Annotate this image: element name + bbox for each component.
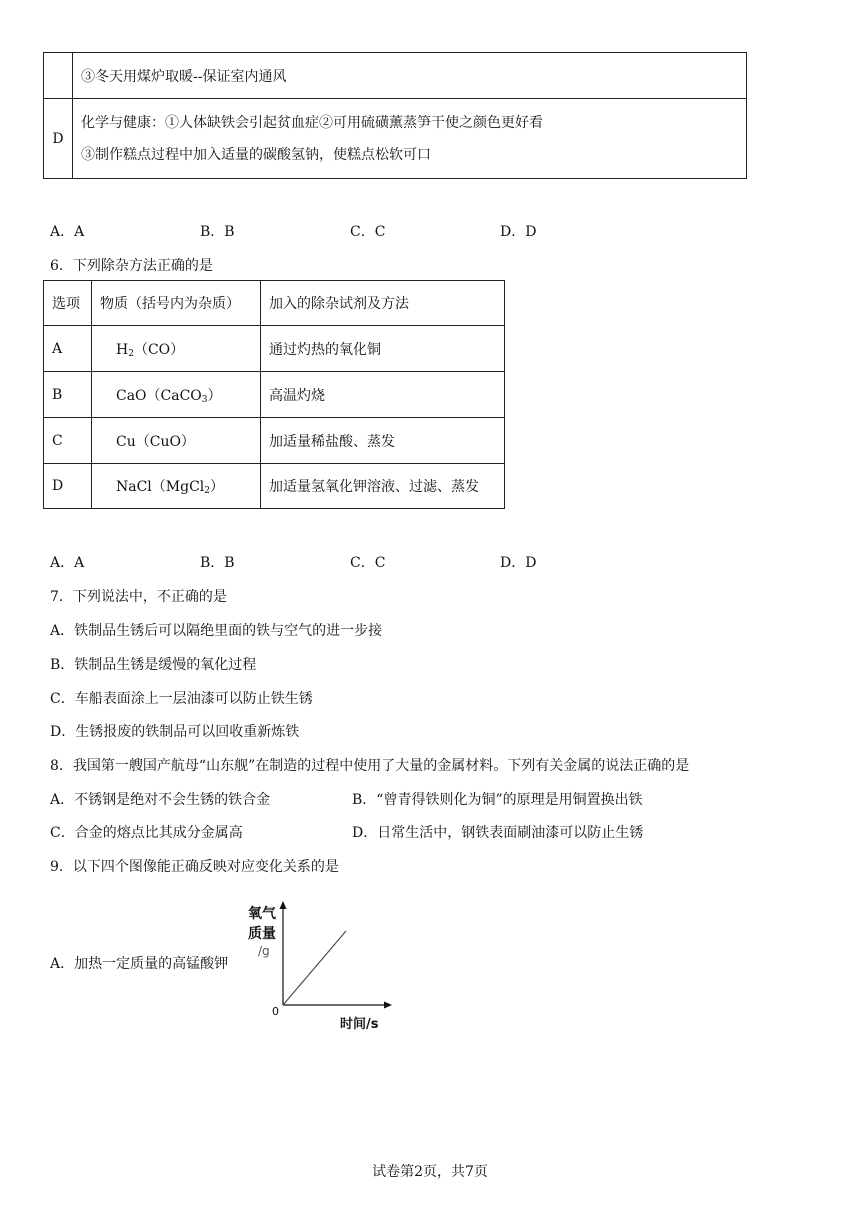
row-d-line2: ③制作糕点过程中加入适量的碳酸氢钠，使糕点松软可口 xyxy=(81,146,431,163)
table-cell: 高温灼烧 xyxy=(261,372,505,418)
q7-option-d[interactable]: D．生锈报废的铁制品可以回收重新炼铁 xyxy=(50,724,300,740)
table-cell: $H_2(CO)$ xyxy=(92,326,261,372)
table-cell: CaO（CaCO$_3$） xyxy=(92,372,261,418)
q6-stem: 6．下列除杂方法正确的是 xyxy=(50,258,213,274)
q8-option-c[interactable]: C．合金的熔点比其成分金属高 xyxy=(50,825,243,841)
q6-table xyxy=(43,280,505,509)
q8-option-d[interactable]: D．日常生活中，钢铁表面刷油漆可以防止生锈 xyxy=(352,825,644,841)
q5-choice-d[interactable]: D．D xyxy=(500,224,537,240)
table-cell: B xyxy=(44,372,92,418)
q5-choice-a[interactable]: A．A xyxy=(50,224,85,240)
q5-table xyxy=(43,52,747,179)
graph-origin: 0 xyxy=(272,1005,279,1018)
table-header: 加入的除杂试剂及方法 xyxy=(261,281,505,326)
q9-graph xyxy=(244,895,404,1035)
q6-choice-b[interactable]: B．B xyxy=(200,555,235,571)
table-cell: A xyxy=(44,326,92,372)
graph-ylabel-1: 氧气 xyxy=(248,906,276,922)
table-row xyxy=(44,372,505,418)
table-cell: 加适量氢氧化钾溶液、过滤、蒸发 xyxy=(261,464,505,509)
row-d-line1: 化学与健康：①人体缺铁会引起贫血症②可用硫磺薰蒸笋干使之颜色更好看 xyxy=(81,114,543,131)
table-cell xyxy=(44,53,73,99)
graph-xlabel: 时间/s xyxy=(340,1017,379,1032)
table-header: 选项 xyxy=(44,281,92,326)
q8-option-b[interactable]: B．“曾青得铁则化为铜”的原理是用铜置换出铁 xyxy=(352,792,643,808)
table-cell: D xyxy=(44,99,73,179)
table-row xyxy=(44,464,505,509)
table-row xyxy=(44,326,505,372)
q5-choice-c[interactable]: C．C xyxy=(350,224,386,240)
q7-stem: 7．下列说法中，不正确的是 xyxy=(50,589,227,605)
table-cell: NaCl（MgCl$_2$） xyxy=(92,464,261,509)
graph-ylabel-2: 质量 xyxy=(248,926,276,942)
table-cell xyxy=(73,99,747,179)
table-cell: 加适量稀盐酸、蒸发 xyxy=(261,418,505,464)
q6-choice-c[interactable]: C．C xyxy=(350,555,386,571)
q6-choices xyxy=(50,552,650,572)
q7-option-b[interactable]: B．铁制品生锈是缓慢的氧化过程 xyxy=(50,657,257,673)
q7-option-c[interactable]: C．车船表面涂上一层油漆可以防止铁生锈 xyxy=(50,691,313,707)
table-cell: C xyxy=(44,418,92,464)
table-header: 物质（括号内为杂质） xyxy=(92,281,261,326)
q6-choice-d[interactable]: D．D xyxy=(500,555,537,571)
page-footer: 试卷第2页，共7页 xyxy=(372,1164,488,1180)
table-cell: D xyxy=(44,464,92,509)
table-cell: 通过灼热的氧化铜 xyxy=(261,326,505,372)
table-cell: ③冬天用煤炉取暖--保证室内通风 xyxy=(73,53,747,99)
q9-stem: 9．以下四个图像能正确反映对应变化关系的是 xyxy=(50,859,339,875)
q6-choice-a[interactable]: A．A xyxy=(50,555,85,571)
q9-graph-line xyxy=(283,931,346,1005)
q8-option-a[interactable]: A．不锈钢是绝对不会生锈的铁合金 xyxy=(50,792,271,808)
q5-choices xyxy=(50,221,650,241)
q7-option-a[interactable]: A．铁制品生锈后可以隔绝里面的铁与空气的进一步接 xyxy=(50,623,383,639)
q8-stem: 8．我国第一艘国产航母“山东舰”在制造的过程中使用了大量的金属材料。下列有关金属的说法正确的是 xyxy=(50,758,690,774)
table-row xyxy=(44,418,505,464)
q9-option-a[interactable]: A．加热一定质量的高锰酸钾 xyxy=(50,956,229,972)
table-cell: Cu（CuO） xyxy=(92,418,261,464)
q5-choice-b[interactable]: B．B xyxy=(200,224,235,240)
graph-yunit: /g xyxy=(258,944,270,958)
